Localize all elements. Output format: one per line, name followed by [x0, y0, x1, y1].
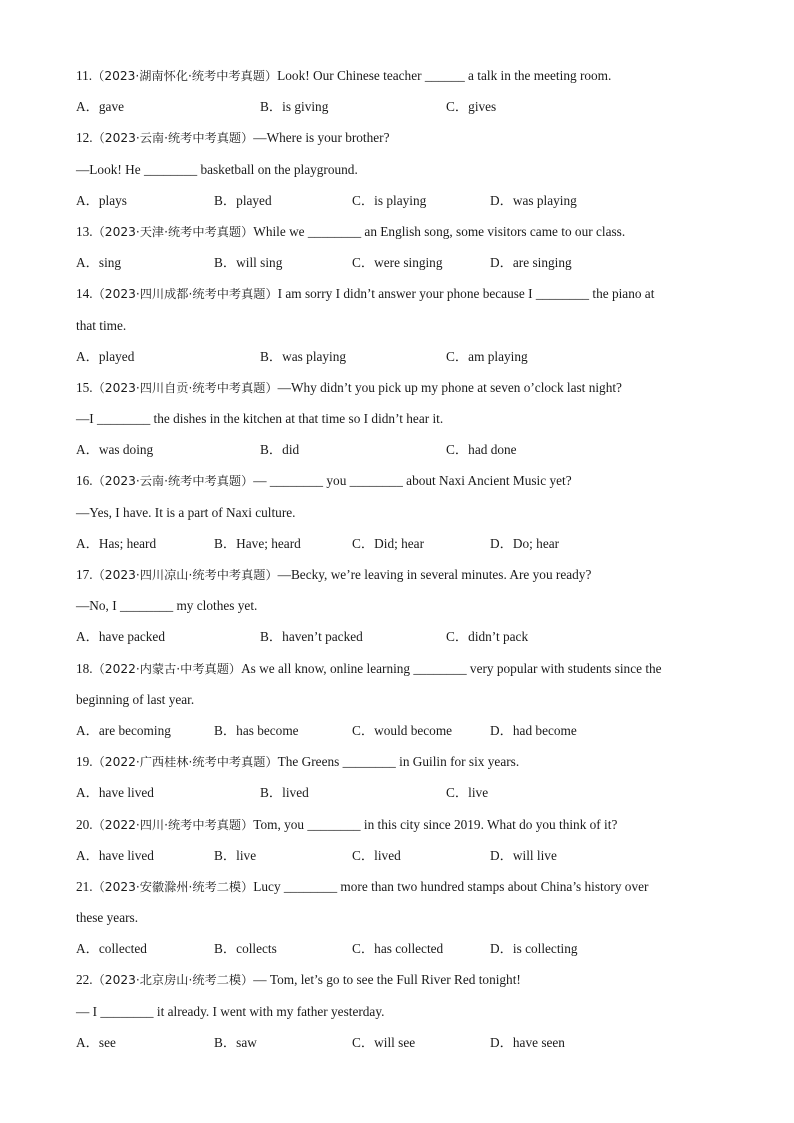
question-source: （2023·湖南怀化·统考中考真题）: [92, 69, 278, 83]
question-text: Look! Our Chinese teacher ______ a talk in the meeting room.: [277, 68, 612, 83]
question-stem: [76, 60, 716, 91]
answer-option-d[interactable]: D．Do; hear: [490, 535, 560, 551]
question-stem: [76, 964, 716, 995]
question-number: 19.: [76, 754, 93, 770]
question-number: 20.: [76, 816, 93, 832]
question-text: —Becky, we’re leaving in several minutes. Are you ready?: [277, 567, 592, 582]
answer-option-b[interactable]: B．will sing: [214, 255, 283, 271]
question-stem: [76, 653, 716, 684]
answer-option-a[interactable]: A．have lived: [76, 785, 154, 801]
question-number: 11.: [76, 68, 93, 83]
answer-options: [76, 715, 716, 746]
question-16: [76, 465, 716, 559]
question-number: 21.: [76, 878, 93, 894]
answer-option-a[interactable]: A．are becoming: [76, 722, 171, 738]
question-text: —Look! He ________ basketball on the playground.: [76, 161, 358, 177]
question-source: （2023·云南·统考中考真题）: [92, 131, 254, 146]
question-11: [76, 60, 716, 122]
question-stem: [76, 559, 716, 590]
question-text: —No, I ________ my clothes yet.: [76, 598, 258, 614]
question-stem: [76, 372, 716, 403]
answer-option-b[interactable]: B．Have; heard: [214, 535, 301, 551]
question-text: —I ________ the dishes in the kitchen at that time so I didn’t hear it.: [76, 411, 444, 427]
question-stem-continued: [76, 684, 716, 715]
question-text: these years.: [76, 910, 139, 926]
answer-option-a[interactable]: A．played: [76, 348, 135, 364]
question-17: [76, 559, 716, 653]
question-text: As we all know, online learning ________ very popular with students since the: [241, 660, 662, 676]
question-source: （2023·四川自贡·统考中考真题）: [92, 380, 278, 395]
question-stem: [76, 278, 716, 309]
answer-options: [76, 621, 716, 652]
question-number: 15.: [76, 379, 93, 395]
question-stem-continued: [76, 590, 716, 621]
question-text: While we ________ an English song, some visitors came to our class.: [253, 223, 626, 239]
answer-option-d[interactable]: D．are singing: [490, 255, 572, 271]
answer-options: [76, 247, 716, 278]
answer-option-c[interactable]: C．has collected: [352, 941, 444, 957]
question-source: （2022·广西桂林·统考中考真题）: [92, 755, 278, 770]
answer-option-c[interactable]: C．lived: [352, 847, 401, 863]
question-20: [76, 809, 716, 871]
answer-option-a[interactable]: A．have packed: [76, 629, 165, 645]
question-text: — Tom, let’s go to see the Full River Red tonight!: [253, 972, 521, 988]
question-stem: [76, 871, 716, 902]
question-number: 12.: [76, 130, 93, 146]
question-12: [76, 122, 716, 216]
answer-option-a[interactable]: A．gave: [76, 99, 124, 115]
answer-option-a[interactable]: A．plays: [76, 192, 127, 208]
answer-option-c[interactable]: C．gives: [446, 99, 497, 115]
question-text: —Yes, I have. It is a part of Naxi culture.: [76, 504, 296, 520]
question-number: 18.: [76, 660, 93, 676]
question-stem: [76, 746, 716, 777]
answer-option-a[interactable]: A．collected: [76, 941, 147, 957]
answer-option-b[interactable]: B．haven’t packed: [260, 629, 363, 645]
question-21: [76, 871, 716, 965]
question-source: （2023·天津·统考中考真题）: [92, 224, 254, 239]
question-19: [76, 746, 716, 808]
question-text: Lucy ________ more than two hundred stamps about China’s history over: [253, 878, 649, 894]
answer-options: [76, 840, 716, 871]
answer-option-a[interactable]: A．have lived: [76, 847, 154, 863]
exercise-sheet: [76, 60, 716, 1058]
question-text: —Where is your brother?: [253, 130, 390, 146]
question-source: （2022·内蒙古·中考真题）: [92, 661, 242, 676]
question-source: （2023·云南·统考中考真题）: [92, 474, 254, 489]
answer-option-b[interactable]: B．has become: [214, 722, 299, 738]
answer-option-d[interactable]: D．will live: [490, 847, 557, 863]
answer-option-c[interactable]: C．would become: [352, 722, 453, 738]
answer-option-d[interactable]: D．have seen: [490, 1034, 565, 1050]
question-22: [76, 964, 716, 1058]
answer-option-c[interactable]: C．is playing: [352, 192, 427, 208]
question-number: 17.: [76, 567, 93, 582]
answer-option-a[interactable]: A．was doing: [76, 442, 154, 458]
answer-option-c[interactable]: C．will see: [352, 1034, 416, 1050]
answer-options: [76, 91, 716, 122]
question-text: beginning of last year.: [76, 691, 195, 707]
answer-option-b[interactable]: B．was playing: [260, 348, 347, 364]
answer-option-d[interactable]: D．is collecting: [490, 941, 578, 957]
answer-option-c[interactable]: C．am playing: [446, 348, 528, 364]
answer-option-a[interactable]: A．Has; heard: [76, 535, 157, 551]
answer-option-d[interactable]: D．had become: [490, 722, 577, 738]
answer-options: [76, 933, 716, 964]
answer-option-c[interactable]: C．had done: [446, 442, 517, 458]
answer-options: [76, 341, 716, 372]
question-stem: [76, 122, 716, 153]
question-stem: [76, 809, 716, 840]
question-text: Tom, you ________ in this city since 2019. What do you think of it?: [253, 816, 618, 832]
question-number: 22.: [76, 972, 93, 988]
question-number: 16.: [76, 473, 93, 489]
answer-option-d[interactable]: D．was playing: [490, 192, 577, 208]
question-text: —Why didn’t you pick up my phone at seven o’clock last night?: [277, 379, 622, 395]
question-stem: [76, 465, 716, 496]
answer-options: [76, 434, 716, 465]
question-text: I am sorry I didn’t answer your phone because I ________ the piano at: [277, 286, 655, 302]
answer-option-b[interactable]: B．live: [214, 847, 257, 863]
question-number: 14.: [76, 286, 93, 302]
question-text: that time.: [76, 317, 127, 333]
question-text: The Greens ________ in Guilin for six years.: [277, 754, 520, 770]
answer-options: [76, 777, 716, 808]
answer-option-b[interactable]: B．played: [214, 192, 272, 208]
question-stem: [76, 216, 716, 247]
question-text: — I ________ it already. I went with my father yesterday.: [76, 1003, 385, 1019]
answer-option-b[interactable]: B．did: [260, 442, 300, 458]
question-stem-continued: [76, 403, 716, 434]
question-source: （2023·四川凉山·统考中考真题）: [92, 568, 278, 582]
question-source: （2023·北京房山·统考二模）: [92, 973, 254, 988]
answer-option-c[interactable]: C．didn’t pack: [446, 629, 529, 645]
question-14: [76, 278, 716, 372]
question-stem-continued: [76, 902, 716, 933]
question-source: （2023·四川成都·统考中考真题）: [92, 287, 278, 302]
answer-options: [76, 1027, 716, 1058]
question-15: [76, 372, 716, 466]
answer-option-b[interactable]: B．saw: [214, 1034, 257, 1050]
question-number: 13.: [76, 223, 93, 239]
answer-option-b[interactable]: B．lived: [260, 785, 309, 801]
answer-options: [76, 185, 716, 216]
answer-options: [76, 528, 716, 559]
question-13: [76, 216, 716, 278]
question-source: （2023·安徽滁州·统考二模）: [92, 879, 254, 894]
answer-option-c[interactable]: C．live: [446, 785, 489, 801]
question-stem-continued: [76, 154, 716, 185]
question-stem-continued: [76, 310, 716, 341]
answer-option-a[interactable]: A．see: [76, 1034, 116, 1050]
answer-option-c[interactable]: C．were singing: [352, 255, 443, 271]
question-18: [76, 653, 716, 747]
answer-option-b[interactable]: B．collects: [214, 941, 277, 957]
question-stem-continued: [76, 996, 716, 1027]
question-text: — ________ you ________ about Naxi Ancient Music yet?: [253, 473, 572, 489]
question-stem-continued: [76, 497, 716, 528]
question-source: （2022·四川·统考中考真题）: [92, 817, 254, 832]
answer-option-c[interactable]: C．Did; hear: [352, 535, 425, 551]
answer-option-b[interactable]: B．is giving: [260, 99, 329, 115]
answer-option-a[interactable]: A．sing: [76, 255, 122, 271]
